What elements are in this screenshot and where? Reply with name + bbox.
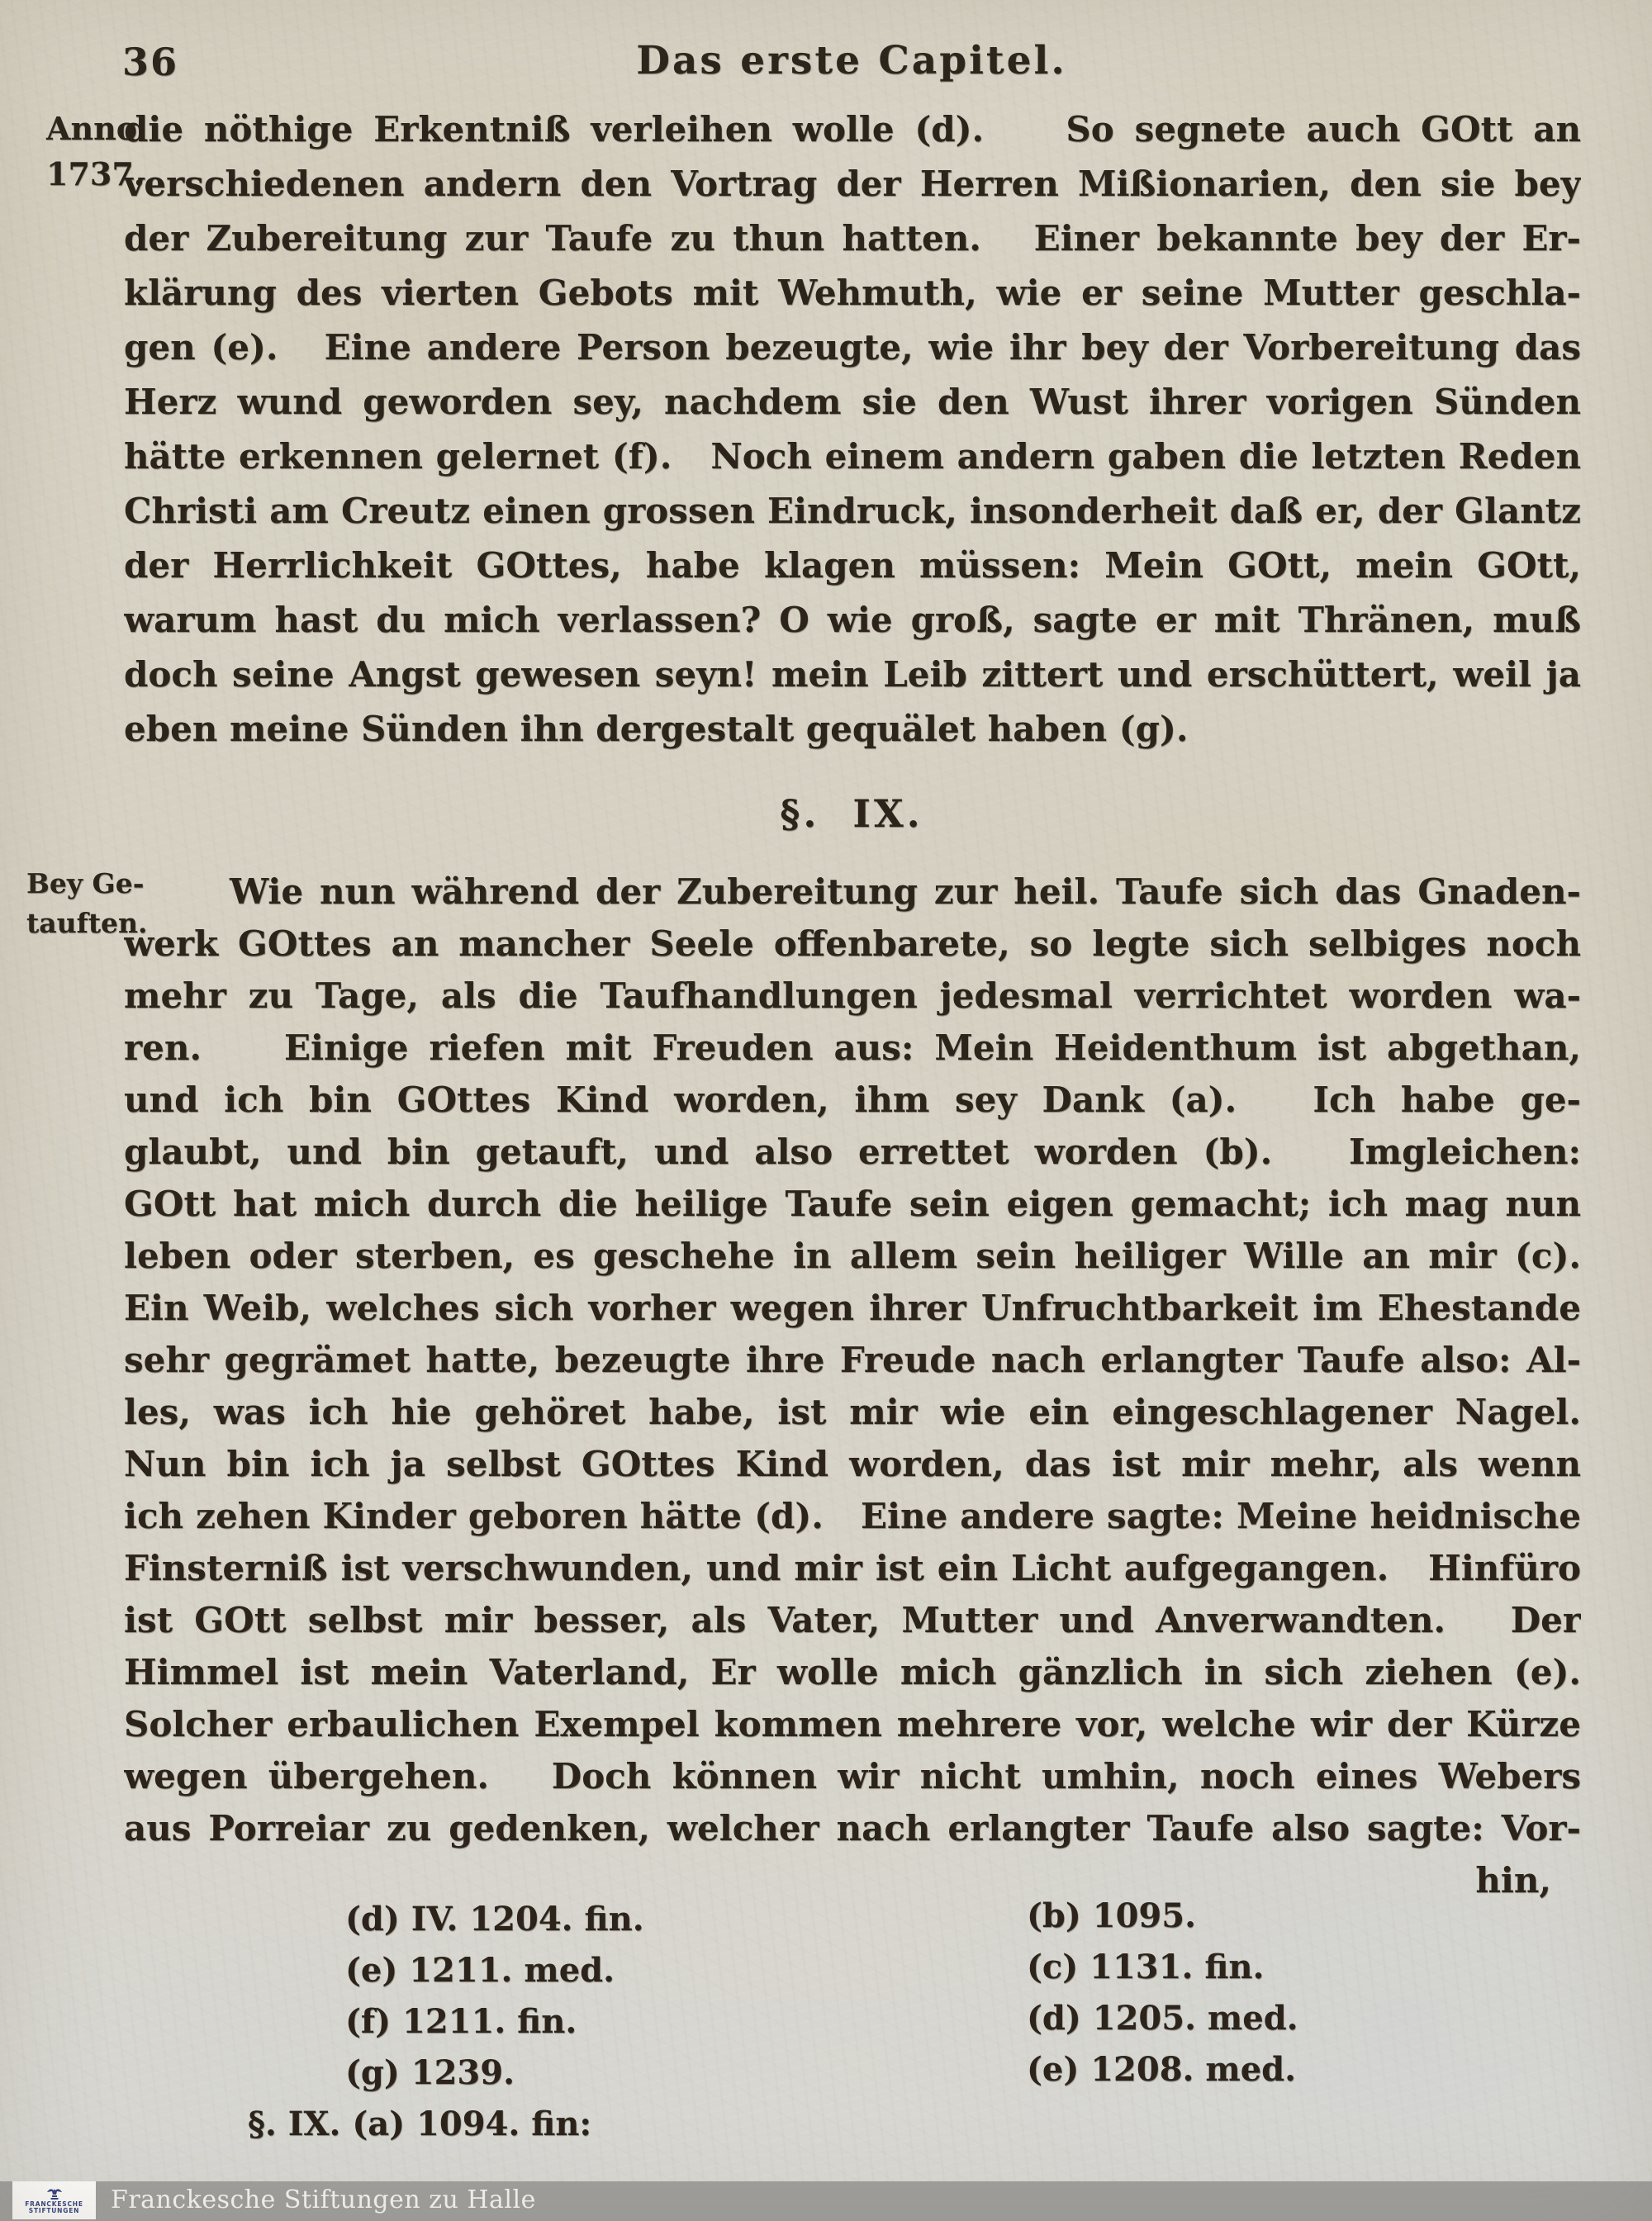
text-line: doch seine Angst gewesen seyn! mein Leib zittert und erschüttert, weil ja [124,654,1581,695]
text-line: hätte erkennen gelernet (f). Noch einem andern gaben die letzten Reden [124,436,1581,477]
text-line: Finsterniß ist verschwunden, und mir ist ein Licht aufgegangen. Hinfüro [124,1548,1581,1588]
page-number: 36 [122,40,179,84]
catchword: hin, [1475,1860,1551,1901]
text-line: GOtt hat mich durch die heilige Taufe sein eigen gemacht; ich mag nun [124,1184,1581,1224]
footnotes-right-column [1027,1891,1298,2095]
text-line: warum hast du mich verlassen? O wie groß, sagte er mit Thränen, muß [124,600,1581,640]
footnote: (c) 1131. fin. [1027,1948,1265,1986]
text-line: ich zehen Kinder geboren hätte (d). Eine andere sagte: Meine heidnische [124,1496,1581,1536]
text-line: und ich bin GOttes Kind worden, ihm sey Dank (a). Ich habe ge- [124,1080,1581,1120]
paragraph-2 [124,866,1581,1906]
logo-caption-line2: STIFTUNGEN [28,2207,80,2214]
logo-caption-line1: FRANCKESCHE [25,2200,83,2208]
footnote: (e) 1208. med. [1027,2050,1297,2089]
text-line: sehr gegrämet hatte, bezeugte ihre Freude nach erlangter Taufe also: Al- [124,1340,1581,1380]
text-line: Himmel ist mein Vaterland, Er wolle mich gänzlich in sich ziehen (e). [124,1652,1581,1692]
section-heading: §. IX. [780,791,923,836]
footnotes-left-column [248,1894,644,2150]
franckesche-stiftungen-logo [12,2181,96,2219]
watermark-bar [0,2181,1652,2221]
text-line: leben oder sterben, es geschehe in allem sein heiliger Wille an mir (c). [124,1236,1581,1276]
eagle-icon [45,2186,64,2200]
text-line: gen (e). Eine andere Person bezeugte, wie ihr bey der Vorbereitung das [124,327,1581,368]
text-line: Ein Weib, welches sich vorher wegen ihrer Unfruchtbarkeit im Ehestande [124,1288,1581,1328]
text-line: Nun bin ich ja selbst GOttes Kind worden, das ist mir mehr, als wenn [124,1444,1581,1484]
text-line: Christi am Creutz einen grossen Eindruck, insonderheit daß er, der Glantz [124,491,1581,531]
footnote: (d) 1205. med. [1027,1999,1298,2038]
text-line: ist GOtt selbst mir besser, als Vater, Mutter und Anverwandten. Der [124,1600,1581,1640]
text-line: verschiedenen andern den Vortrag der Herren Mißionarien, den sie bey [124,164,1581,204]
margin-note-bey-line1: Bey Ge- [26,867,145,899]
text-line: der Zubereitung zur Taufe zu thun hatten. Einer bekannte bey der Er- [124,218,1581,259]
text-line: klärung des vierten Gebots mit Wehmuth, wie er seine Mutter geschla- [124,273,1581,313]
paragraph-1 [124,102,1581,757]
text-line: eben meine Sünden ihn dergestalt gequälet haben (g). [124,709,1189,749]
text-line: werk GOttes an mancher Seele offenbarete, so legte sich selbiges noch [124,923,1581,964]
text-line: Herz wund geworden sey, nachdem sie den Wust ihrer vorigen Sünden [124,382,1581,422]
footnote: (b) 1095. [1027,1896,1196,1935]
footnote: (g) 1239. [345,2053,515,2092]
text-line: les, was ich hie gehöret habe, ist mir wie ein eingeschlagener Nagel. [124,1392,1581,1432]
margin-note-anno-line1: Anno [46,110,138,147]
margin-note-anno-line2: 1737. [46,155,145,193]
text-line: die nöthige Erkentniß verleihen wolle (d). So segnete auch GOtt an [124,109,1581,149]
watermark-bar-text: Franckesche Stiftungen zu Halle [111,2185,536,2214]
text-line: glaubt, und bin getauft, und also errettet worden (b). Imgleichen: [124,1132,1581,1172]
margin-note-bey-line2: tauften. [26,906,148,939]
text-line: mehr zu Tage, als die Taufhandlungen jedesmal verrichtet worden wa- [124,975,1581,1016]
text-line: der Herrlichkeit GOttes, habe klagen müssen: Mein GOtt, mein GOtt, [124,545,1581,586]
text-line: ren. Einige riefen mit Freuden aus: Mein Heidenthum ist abgethan, [124,1027,1581,1068]
footnote: (d) IV. 1204. fin. [345,1900,644,1939]
running-title: Das erste Capitel. [636,38,1067,83]
text-line: aus Porreiar zu gedenken, welcher nach erlangter Taufe also sagte: Vor- [124,1808,1581,1848]
text-line: wegen übergehen. Doch können wir nicht umhin, noch eines Webers [124,1756,1581,1796]
footnote: (e) 1211. med. [345,1951,615,1990]
text-line: Solcher erbaulichen Exempel kommen mehrere vor, welche wir der Kürze [124,1704,1581,1744]
footnote: (f) 1211. fin. [345,2002,577,2041]
footnote: §. IX. (a) 1094. fin: [248,2105,592,2143]
text-line: Wie nun während der Zubereitung zur heil. Taufe sich das Gnaden- [230,871,1581,912]
